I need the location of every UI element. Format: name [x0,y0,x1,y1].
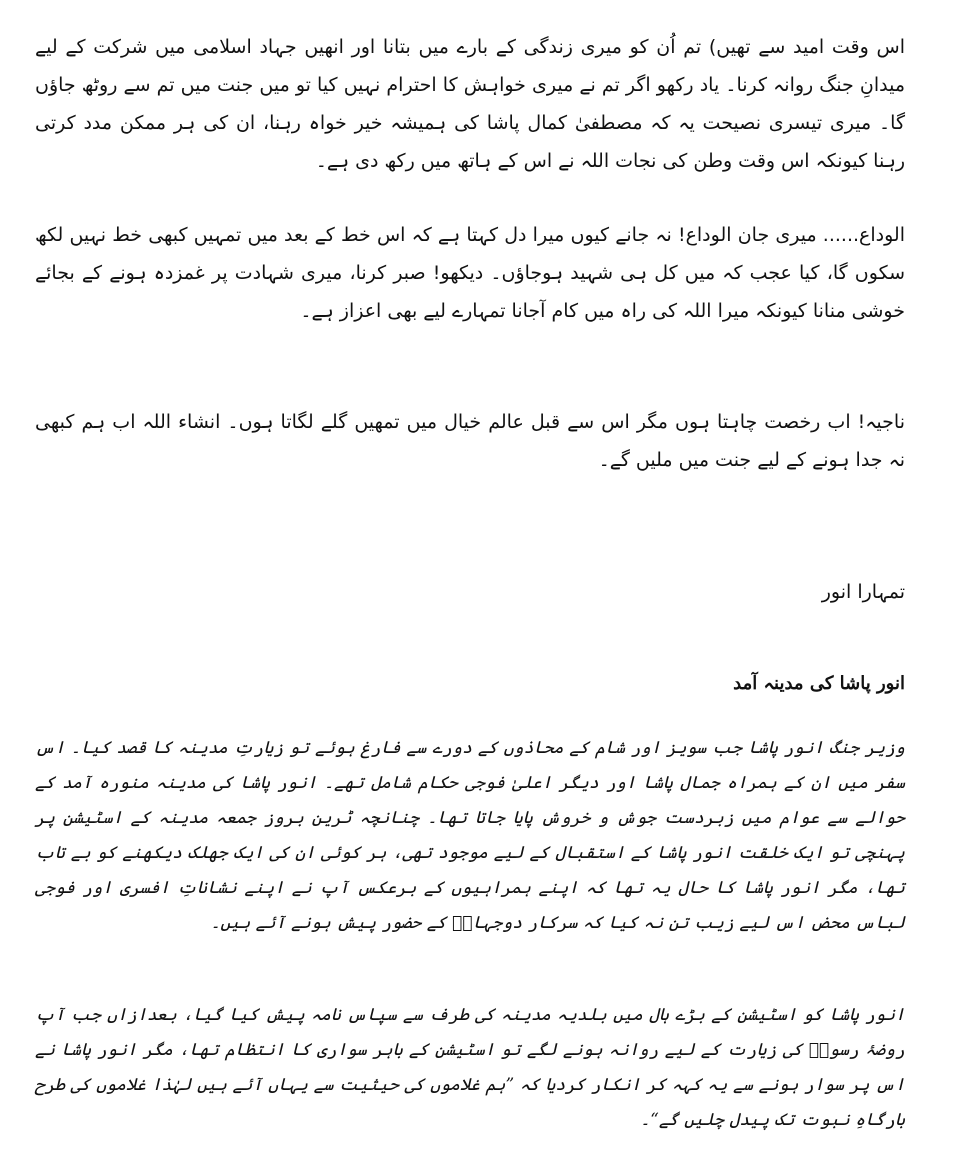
letter-paragraph-2: الوداع...... میری جان الوداع! نہ جانے کیوں میرا دل کہتا ہے کہ اس خط کے بعد میں تمہیں کبھی خط نہیں لکھ سکوں گا، کیا عجب کہ میں کل ہی شہید ہوجاؤں۔ دیکھو! صبر کرنا، میری شہادت پر غمزدہ ہونے کے بجائے خوشی منانا کیونکہ میرا اللہ کی راہ میں کام آجانا تمہارے لیے بھی اعزاز ہے۔ [35,224,905,322]
section-paragraph-2: انور پاشا کو اسٹیشن کے بڑے ہال میں بلدیہ مدینہ کی طرف سے سپاس نامہ پیش کیا گیا، بعدازاں جب آپ روضۂ رسولؐ کی زیارت کے لیے روانہ ہونے لگے تو اسٹیشن کے باہر سواری کا انتظام تھا، مگر انور پاشا نے اس پر سوار ہونے سے یہ کہہ کر انکار کردیا کہ ”ہم غلاموں کی حیثیت سے یہاں آئے ہیں لہٰذا غلاموں کی طرح بارگاہِ نبوت تک پیدل چلیں گے“۔ [35,1005,905,1130]
letter-paragraph-3: ناجیہ! اب رخصت چاہتا ہوں مگر اس سے قبل عالم خیال میں تمھیں گلے لگاتا ہوں۔ انشاء اللہ اب ہم کبھی نہ جدا ہونے کے لیے جنت میں ملیں گے۔ [35,411,905,471]
section-heading: انور پاشا کی مدینہ آمد [733,673,905,694]
letter-paragraph-1: اس وقت امید سے تھیں) تم اُن کو میری زندگی کے بارے میں بتانا اور انھیں جہاد اسلامی میں شرکت کے لیے میدانِ جنگ روانہ کرنا۔ یاد رکھو اگر تم نے میری خواہش کا احترام نہیں کیا تو میں جنت میں تم سے روٹھ جاؤں گا۔ میری تیسری نصیحت یہ کہ مصطفیٰ کمال پاشا کی ہمیشہ خیر خواہ رہنا، ان کی ہر ممکن مدد کرتی رہنا کیونکہ اس وقت وطن کی نجات اللہ نے اس کے ہاتھ میں رکھ دی ہے۔ [35,36,905,172]
letter-signature: تمہارا انور [821,581,905,603]
section-paragraph-1: وزیر جنگ انور پاشا جب سویز اور شام کے محاذوں کے دورے سے فارغ ہوئے تو زیارتِ مدینہ کا قصد کیا۔ اس سفر میں ان کے ہمراہ جمال پاشا اور دیگر اعلیٰ فوجی حکام شامل تھے۔ انور پاشا کی مدینہ منورہ آمد کے حوالے سے عوام میں زبردست جوش و خروش پایا جاتا تھا۔ چنانچہ ٹرین بروز جمعہ مدینہ کے اسٹیشن پر پہنچی تو ایک خلقت انور پاشا کے استقبال کے لیے موجود تھی، ہر کوئی ان کی ایک جھلک دیکھنے کو بے تاب تھا، مگر انور پاشا کا حال یہ تھا کہ اپنے ہمراہیوں کے برعکس آپ نے اپنے نشاناتِ افسری اور فوجی لباس محض اس لیے زیب تن نہ کیا کہ سرکار دوجہاںؐ کے حضور پیش ہونے آئے ہیں۔ [35,738,905,933]
